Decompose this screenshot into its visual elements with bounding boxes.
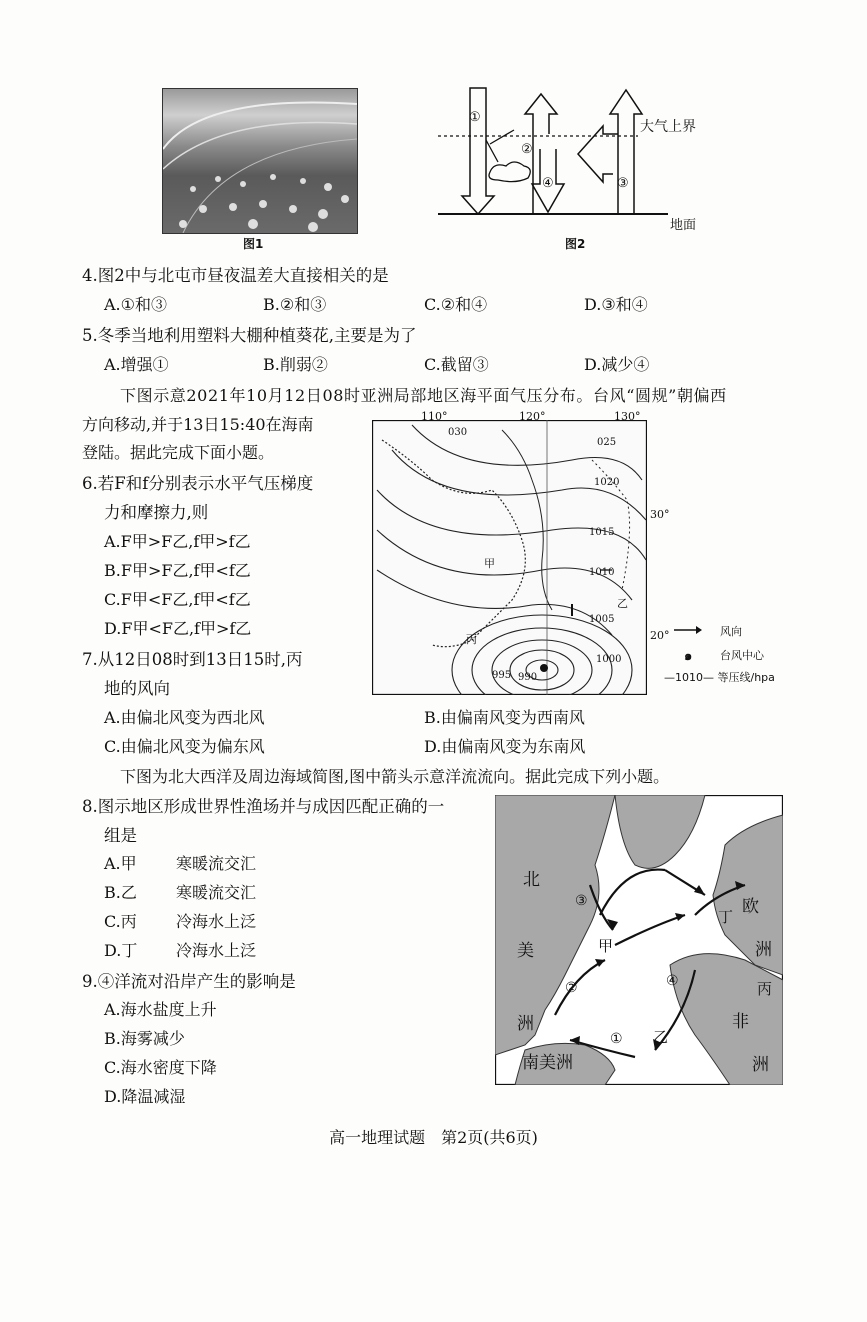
place-bing: 丙: [466, 633, 477, 646]
q9-option-b: B.海雾减少: [104, 1029, 185, 1048]
ocean-label-jia: 甲: [598, 937, 614, 955]
radiation-diagram: [428, 84, 718, 234]
ocean-label-bei: 北: [523, 870, 540, 890]
q7-option-a: A.由偏北风变为西北风: [104, 708, 265, 727]
fig2-ground-label: 地面: [670, 218, 697, 233]
typhoon-center-icon: ๑: [684, 649, 693, 664]
isobar-label-1020: 1020: [594, 477, 620, 488]
ocean-label-south-america: 南美洲: [522, 1053, 573, 1073]
q6-option-d: D.F甲<F乙,f甲>f乙: [104, 619, 252, 638]
ocean-label-zhou-na: 洲: [517, 1014, 534, 1034]
q4-option-b: B.②和③: [263, 295, 327, 314]
q9-stem: 9.④洋流对沿岸产生的影响是: [82, 972, 296, 991]
q6-stem-line2: 力和摩擦力,则: [104, 503, 209, 522]
q4-option-c: C.②和④: [424, 295, 488, 314]
q4-option-a: A.①和③: [104, 295, 167, 314]
q7-option-c: C.由偏北风变为偏东风: [104, 737, 265, 756]
q8-option-a-reason: 寒暖流交汇: [176, 854, 257, 873]
q9-option-a: A.海水盐度上升: [104, 1000, 217, 1019]
isobar-label-1005: 1005: [589, 614, 615, 625]
fig1-caption: 图1: [243, 237, 264, 251]
isobar-label-1010: 1010: [589, 567, 615, 578]
legend-center: 台风中心: [720, 649, 764, 662]
ocean-label-ou: 欧: [742, 897, 759, 917]
ocean-label-mei: 美: [517, 941, 534, 961]
ocean-marker-2: ②: [565, 980, 578, 996]
isobar-label-995: 995: [492, 670, 512, 681]
q5-option-b: B.削弱②: [263, 355, 328, 374]
fig2-marker-3: ③: [617, 176, 629, 191]
page-footer: 高一地理试题 第2页(共6页): [329, 1128, 538, 1147]
q8-option-c-reason: 冷海水上泛: [176, 912, 257, 931]
map-lon-120: 120°: [519, 410, 546, 423]
ocean-label-fei: 非: [732, 1012, 749, 1032]
isobar-label-990: 990: [518, 672, 538, 683]
fig2-top-label: 大气上界: [640, 119, 696, 135]
fig2-marker-2: ②: [521, 142, 533, 157]
map-lat-20: 20°: [650, 629, 670, 642]
q8-stem-line2: 组是: [104, 826, 137, 845]
q4-option-d: D.③和④: [584, 295, 648, 314]
map-lon-130: 130°: [614, 410, 641, 423]
place-yi: 乙: [617, 597, 628, 610]
isobar-label-1015: 1015: [589, 527, 615, 538]
legend-isobar-label: 等压线/hpa: [717, 671, 775, 684]
q8-option-d-letter: D.丁: [104, 941, 138, 960]
map-lon-110: 110°: [421, 410, 448, 423]
legend-isobar: —1010— 等压线/hpa: [664, 671, 775, 684]
q5-option-a: A.增强①: [104, 355, 169, 374]
legend-wind: 风向: [720, 625, 742, 638]
map-lat-30: 30°: [650, 508, 670, 521]
ocean-label-yi: 乙: [653, 1028, 669, 1046]
greenhouse-photo: [162, 88, 358, 234]
ocean-marker-4: ④: [666, 973, 679, 989]
q4-stem: 4.图2中与北屯市昼夜温差大直接相关的是: [82, 266, 389, 285]
q9-option-d: D.降温减湿: [104, 1087, 186, 1106]
ocean-marker-3: ③: [575, 893, 588, 909]
ocean-label-ding: 丁: [718, 908, 734, 926]
isobar-label-025: 025: [597, 437, 617, 448]
typhoon-intro-line1: 下图示意2021年10月12日08时亚洲局部地区海平面气压分布。台风“圆规”朝偏西: [120, 386, 727, 405]
legend-isobar-value: 1010: [675, 671, 703, 684]
q6-option-c: C.F甲<F乙,f甲<f乙: [104, 590, 251, 609]
ocean-intro: 下图为北大西洋及周边海域简图,图中箭头示意洋流流向。据此完成下列小题。: [120, 767, 670, 786]
q9-option-c: C.海水密度下降: [104, 1058, 217, 1077]
q7-option-b: B.由偏南风变为西南风: [424, 708, 585, 727]
q7-stem-line2: 地的风向: [104, 679, 170, 698]
q8-option-c-letter: C.丙: [104, 912, 137, 931]
fig2-marker-1: ①: [469, 110, 481, 125]
q5-option-d: D.减少④: [584, 355, 650, 374]
q7-option-d: D.由偏南风变为东南风: [424, 737, 586, 756]
q5-option-c: C.截留③: [424, 355, 489, 374]
q6-option-b: B.F甲>F乙,f甲<f乙: [104, 561, 251, 580]
q8-option-d-reason: 冷海水上泛: [176, 941, 257, 960]
ocean-label-zhou-eu: 洲: [755, 940, 772, 960]
greenhouse-photo-drawing: [163, 89, 357, 233]
ocean-label-bing: 丙: [757, 980, 773, 998]
q5-stem: 5.冬季当地利用塑料大棚种植葵花,主要是为了: [82, 326, 417, 345]
typhoon-intro-line2: 方向移动,并于13日15:40在海南: [82, 415, 314, 434]
ocean-map: [495, 795, 783, 1085]
q8-option-a-letter: A.甲: [104, 854, 137, 873]
ocean-label-zhou-af: 洲: [752, 1055, 769, 1075]
isobar-label-030: 030: [448, 427, 468, 438]
isobar-label-1000: 1000: [596, 654, 622, 665]
typhoon-intro-line3: 登陆。据此完成下面小题。: [82, 443, 275, 462]
fig2-marker-4: ④: [542, 176, 554, 191]
q8-stem-line1: 8.图示地区形成世界性渔场并与成因匹配正确的一: [82, 797, 445, 816]
q8-option-b-reason: 寒暖流交汇: [176, 883, 257, 902]
q7-stem-line1: 7.从12日08时到13日15时,丙: [82, 650, 303, 669]
q8-option-b-letter: B.乙: [104, 883, 137, 902]
ocean-marker-1: ①: [610, 1031, 623, 1047]
legend-wind-arrow-icon: [672, 625, 702, 635]
place-jia: 甲: [484, 557, 495, 570]
q6-option-a: A.F甲>F乙,f甲>f乙: [104, 532, 251, 551]
q6-stem-line1: 6.若F和f分别表示水平气压梯度: [82, 474, 314, 493]
fig2-caption: 图2: [565, 237, 586, 251]
